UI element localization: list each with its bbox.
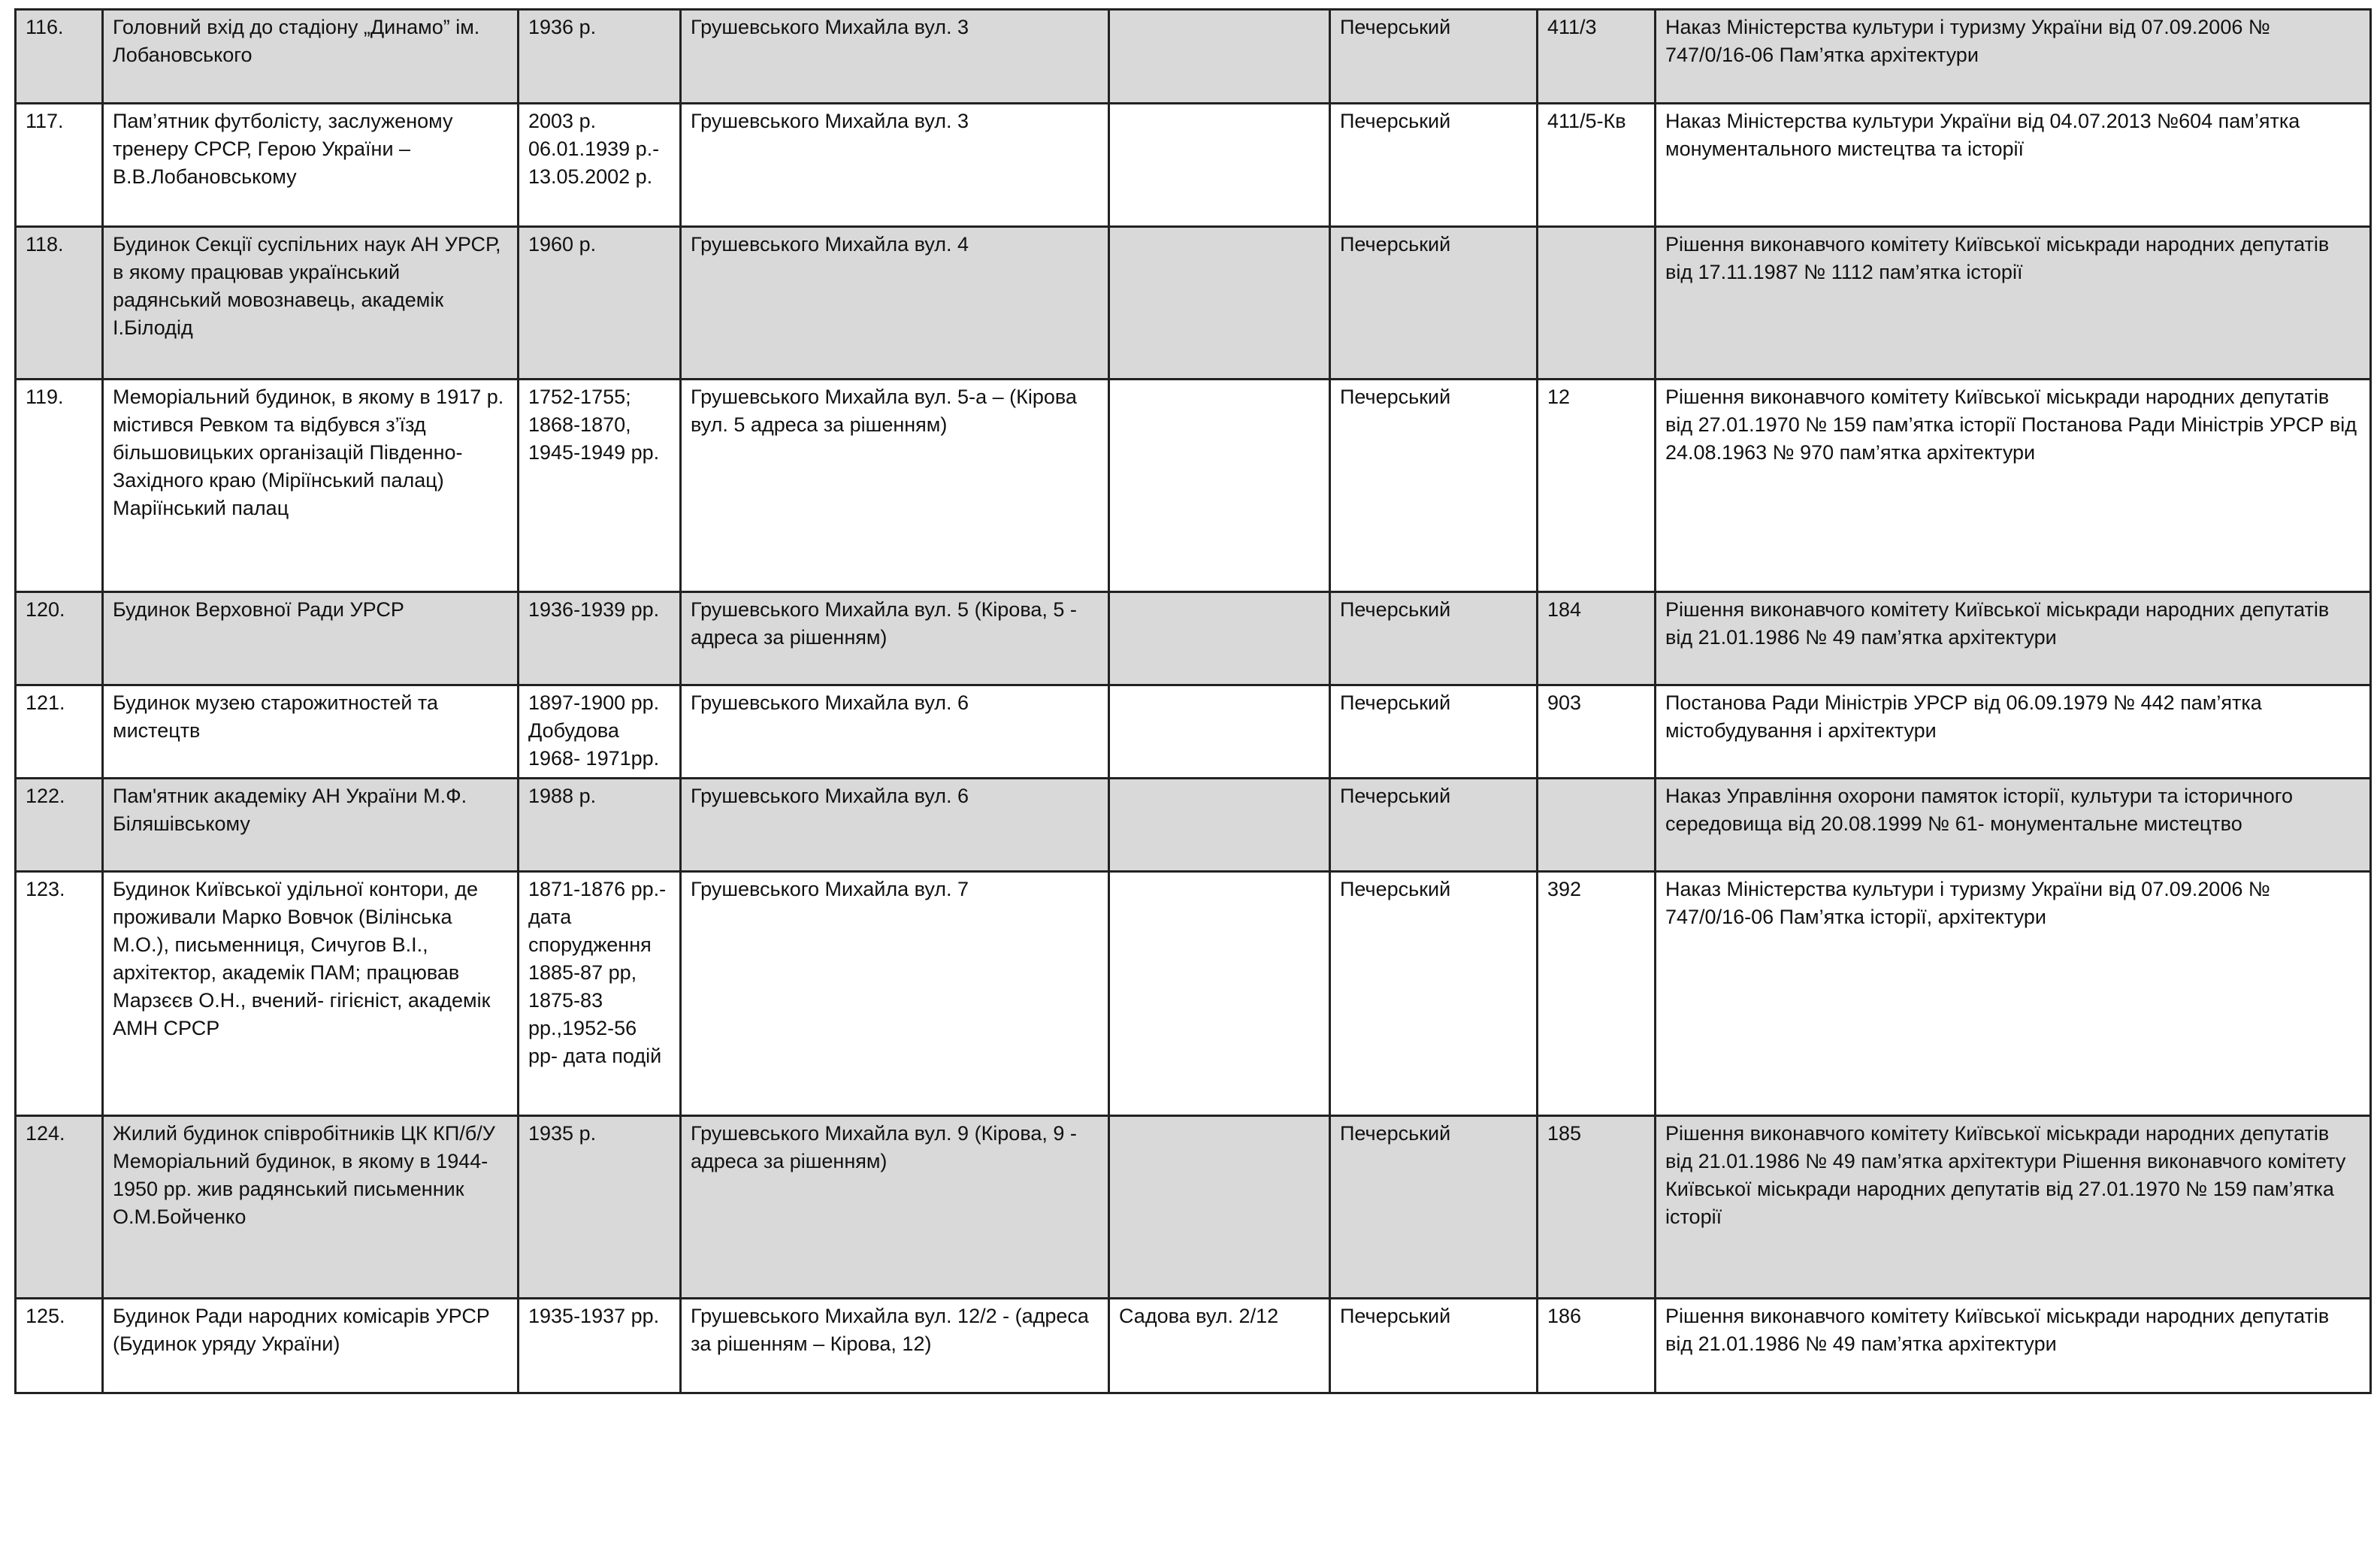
object-district: Печерський	[1330, 380, 1538, 592]
object-address: Грушевського Михайла вул. 12/2 - (адреса за рішенням – Кірова, 12)	[681, 1299, 1109, 1393]
object-legal-document: Рішення виконавчого комітету Київської міськради народних депутатів від 17.11.1987 № 1112 пам’ятка історії	[1656, 227, 2371, 380]
object-date: 1936 р.	[519, 10, 681, 104]
object-address: Грушевського Михайла вул. 3	[681, 104, 1109, 227]
object-extra-address	[1109, 10, 1330, 104]
object-legal-document: Постанова Ради Міністрів УРСР від 06.09.1979 № 442 пам’ятка містобудування і архітектури	[1656, 685, 2371, 779]
table-row	[16, 104, 2371, 227]
object-legal-document: Наказ Міністерства культури України від 04.07.2013 №604 пам’ятка монументального мистецтва та історії	[1656, 104, 2371, 227]
row-number: 122.	[16, 779, 103, 872]
table-row	[16, 872, 2371, 1116]
table-row	[16, 10, 2371, 104]
row-number: 123.	[16, 872, 103, 1116]
object-extra-address	[1109, 104, 1330, 227]
object-name: Будинок Секції суспільних наук АН УРСР, в якому працював український радянський мовознавець, академік І.Білодід	[103, 227, 519, 380]
row-number: 121.	[16, 685, 103, 779]
object-legal-document: Наказ Міністерства культури і туризму України від 07.09.2006 № 747/0/16-06 Пам’ятка історії, архітектури	[1656, 872, 2371, 1116]
object-legal-document: Рішення виконавчого комітету Київської міськради народних депутатів від 21.01.1986 № 49 пам’ятка архітектури	[1656, 1299, 2371, 1393]
object-district: Печерський	[1330, 779, 1538, 872]
object-address: Грушевського Михайла вул. 4	[681, 227, 1109, 380]
row-number: 120.	[16, 592, 103, 685]
row-number: 125.	[16, 1299, 103, 1393]
object-registry-number	[1538, 779, 1656, 872]
object-legal-document: Рішення виконавчого комітету Київської міськради народних депутатів від 21.01.1986 № 49 пам’ятка архітектури	[1656, 592, 2371, 685]
table-row	[16, 685, 2371, 779]
object-address: Грушевського Михайла вул. 9 (Кірова, 9 - адреса за рішенням)	[681, 1116, 1109, 1299]
object-date: 2003 р. 06.01.1939 р.- 13.05.2002 р.	[519, 104, 681, 227]
object-registry-number: 185	[1538, 1116, 1656, 1299]
table-row	[16, 380, 2371, 592]
object-district: Печерський	[1330, 10, 1538, 104]
object-extra-address: Садова вул. 2/12	[1109, 1299, 1330, 1393]
object-date: 1897-1900 рр. Добудова 1968- 1971рр.	[519, 685, 681, 779]
object-address: Грушевського Михайла вул. 7	[681, 872, 1109, 1116]
object-extra-address	[1109, 685, 1330, 779]
object-extra-address	[1109, 380, 1330, 592]
object-extra-address	[1109, 592, 1330, 685]
object-registry-number: 392	[1538, 872, 1656, 1116]
object-name: Жилий будинок співробітників ЦК КП/б/У Меморіальний будинок, в якому в 1944-1950 рр. жив радянський письменник О.М.Бойченко	[103, 1116, 519, 1299]
object-date: 1988 р.	[519, 779, 681, 872]
object-date: 1935-1937 рр.	[519, 1299, 681, 1393]
object-date: 1960 р.	[519, 227, 681, 380]
object-address: Грушевського Михайла вул. 5-а – (Кірова вул. 5 адреса за рішенням)	[681, 380, 1109, 592]
object-registry-number: 411/3	[1538, 10, 1656, 104]
object-date: 1936-1939 рр.	[519, 592, 681, 685]
object-district: Печерський	[1330, 227, 1538, 380]
object-district: Печерський	[1330, 104, 1538, 227]
table-body	[16, 10, 2371, 1393]
object-address: Грушевського Михайла вул. 6	[681, 779, 1109, 872]
object-extra-address	[1109, 872, 1330, 1116]
object-district: Печерський	[1330, 1116, 1538, 1299]
object-legal-document: Наказ Міністерства культури і туризму України від 07.09.2006 № 747/0/16-06 Пам’ятка архітектури	[1656, 10, 2371, 104]
object-name: Пам’ятник футболісту, заслуженому тренеру СРСР, Герою України – В.В.Лобановському	[103, 104, 519, 227]
row-number: 119.	[16, 380, 103, 592]
table-row	[16, 227, 2371, 380]
object-extra-address	[1109, 227, 1330, 380]
object-district: Печерський	[1330, 685, 1538, 779]
table-row	[16, 1116, 2371, 1299]
object-registry-number: 12	[1538, 380, 1656, 592]
table-row	[16, 1299, 2371, 1393]
row-number: 116.	[16, 10, 103, 104]
object-extra-address	[1109, 1116, 1330, 1299]
object-district: Печерський	[1330, 872, 1538, 1116]
object-legal-document: Рішення виконавчого комітету Київської міськради народних депутатів від 27.01.1970 № 159 пам’ятка історії Постанова Ради Міністрів УРСР від 24.08.1963 № 970 пам’ятка архітектури	[1656, 380, 2371, 592]
object-name: Головний вхід до стадіону „Динамо” ім. Лобановського	[103, 10, 519, 104]
object-registry-number: 186	[1538, 1299, 1656, 1393]
object-legal-document: Рішення виконавчого комітету Київської міськради народних депутатів від 21.01.1986 № 49 пам’ятка архітектури Рішення виконавчого комітету Київської міськради народних депутатів від 27.01.1970 № 159 пам’ятка історії	[1656, 1116, 2371, 1299]
object-address: Грушевського Михайла вул. 5 (Кірова, 5 - адреса за рішенням)	[681, 592, 1109, 685]
row-number: 118.	[16, 227, 103, 380]
heritage-registry-table	[14, 8, 2372, 1394]
object-address: Грушевського Михайла вул. 3	[681, 10, 1109, 104]
object-registry-number	[1538, 227, 1656, 380]
object-name: Будинок музею старожитностей та мистецтв	[103, 685, 519, 779]
row-number: 117.	[16, 104, 103, 227]
object-extra-address	[1109, 779, 1330, 872]
object-name: Будинок Київської удільної контори, де проживали Марко Вовчок (Вілінська М.О.), письменниця, Сичугов В.І., архітектор, академік ПАМ; працював Марзєєв О.Н., вчений- гігієніст, академік АМН СРСР	[103, 872, 519, 1116]
object-legal-document: Наказ Управління охорони памяток історії, культури та історичного середовища від 20.08.1999 № 61- монументальне мистецтво	[1656, 779, 2371, 872]
object-registry-number: 411/5-Кв	[1538, 104, 1656, 227]
object-name: Меморіальний будинок, в якому в 1917 р. містився Ревком та відбувся з’їзд більшовицьких організацій Південно-Західного краю (Міріїнський палац) Маріїнський палац	[103, 380, 519, 592]
object-date: 1871-1876 рр.- дата спорудження 1885-87 рр, 1875-83 рр.,1952-56 рр- дата подій	[519, 872, 681, 1116]
row-number: 124.	[16, 1116, 103, 1299]
object-name: Будинок Верховної Ради УРСР	[103, 592, 519, 685]
object-district: Печерський	[1330, 592, 1538, 685]
object-address: Грушевського Михайла вул. 6	[681, 685, 1109, 779]
object-registry-number: 184	[1538, 592, 1656, 685]
object-date: 1935 р.	[519, 1116, 681, 1299]
object-district: Печерський	[1330, 1299, 1538, 1393]
object-date: 1752-1755; 1868-1870, 1945-1949 рр.	[519, 380, 681, 592]
object-registry-number: 903	[1538, 685, 1656, 779]
table-row	[16, 779, 2371, 872]
table-row	[16, 592, 2371, 685]
object-name: Пам'ятник академіку АН України М.Ф. Біляшівському	[103, 779, 519, 872]
object-name: Будинок Ради народних комісарів УРСР (Будинок уряду України)	[103, 1299, 519, 1393]
